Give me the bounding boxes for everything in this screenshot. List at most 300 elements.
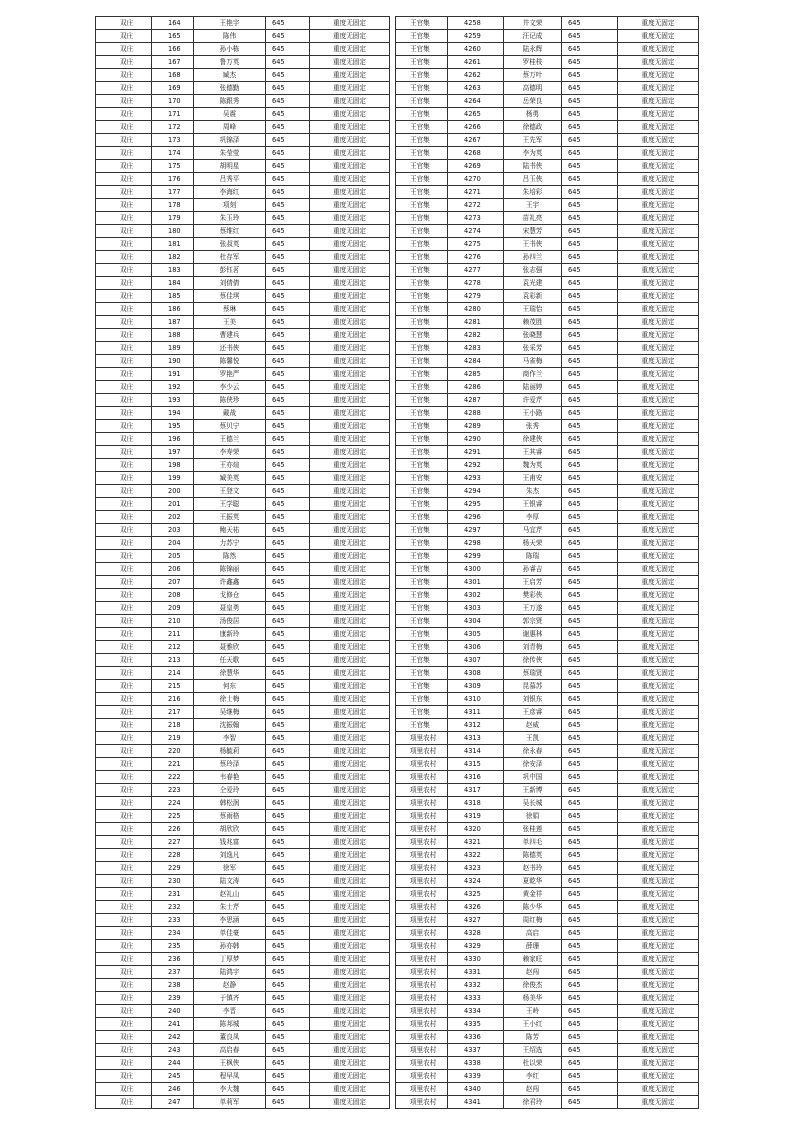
amount-cell: 645: [266, 589, 310, 602]
amount-cell: 645: [266, 199, 310, 212]
amount-cell: 645: [266, 420, 310, 433]
amount-cell: 645: [562, 719, 618, 732]
serial-number-cell: 4321: [448, 836, 504, 849]
serial-number-cell: 4262: [448, 69, 504, 82]
table-row: [396, 1083, 699, 1096]
serial-number-cell: 4303: [448, 602, 504, 615]
amount-cell: 645: [266, 82, 310, 95]
name-cell: 赵书玲: [504, 862, 562, 875]
table-row: [396, 914, 699, 927]
serial-number-cell: 211: [152, 628, 194, 641]
serial-number-cell: 212: [152, 641, 194, 654]
amount-cell: 645: [562, 69, 618, 82]
category-cell: 重度无固定: [618, 108, 699, 121]
village-cell: 双庄: [96, 914, 152, 927]
name-cell: 樊彩侠: [504, 589, 562, 602]
name-cell: 韩松润: [194, 797, 266, 810]
category-cell: 重度无固定: [618, 550, 699, 563]
serial-number-cell: 4295: [448, 498, 504, 511]
serial-number-cell: 174: [152, 147, 194, 160]
name-cell: 高德明: [504, 82, 562, 95]
category-cell: 重度无固定: [310, 550, 390, 563]
category-cell: 重度无固定: [618, 342, 699, 355]
serial-number-cell: 173: [152, 134, 194, 147]
table-row: [396, 173, 699, 186]
amount-cell: 645: [562, 30, 618, 43]
name-cell: 苗礼亮: [504, 212, 562, 225]
name-cell: 王岭: [504, 1005, 562, 1018]
serial-number-cell: 200: [152, 485, 194, 498]
table-row: [96, 290, 390, 303]
table-row: [396, 667, 699, 680]
village-cell: 双庄: [96, 745, 152, 758]
table-row: [396, 550, 699, 563]
amount-cell: 645: [266, 511, 310, 524]
village-cell: 项里农村: [396, 1005, 448, 1018]
table-row: [396, 966, 699, 979]
name-cell: 蔡雨格: [194, 810, 266, 823]
amount-cell: 645: [562, 628, 618, 641]
category-cell: 重度无固定: [310, 680, 390, 693]
category-cell: 重度无固定: [618, 589, 699, 602]
amount-cell: 645: [266, 121, 310, 134]
amount-cell: 645: [266, 43, 310, 56]
village-cell: 双庄: [96, 303, 152, 316]
table-row: [96, 498, 390, 511]
category-cell: 重度无固定: [310, 342, 390, 355]
village-cell: 项里农村: [396, 966, 448, 979]
table-row: [96, 30, 390, 43]
name-cell: 力苏宁: [194, 537, 266, 550]
serial-number-cell: 182: [152, 251, 194, 264]
serial-number-cell: 204: [152, 537, 194, 550]
name-cell: 陈锦丽: [194, 563, 266, 576]
table-row: [96, 667, 390, 680]
table-row: [96, 1070, 390, 1083]
village-cell: 双庄: [96, 82, 152, 95]
category-cell: 重度无固定: [310, 836, 390, 849]
category-cell: 重度无固定: [310, 290, 390, 303]
category-cell: 重度无固定: [618, 472, 699, 485]
category-cell: 重度无固定: [618, 992, 699, 1005]
amount-cell: 645: [562, 1031, 618, 1044]
name-cell: 蔡瑞贤: [504, 667, 562, 680]
name-cell: 罗桂枝: [504, 56, 562, 69]
amount-cell: 645: [562, 225, 618, 238]
amount-cell: 645: [562, 654, 618, 667]
village-cell: 王官集: [396, 407, 448, 420]
village-cell: 王官集: [396, 225, 448, 238]
category-cell: 重度无固定: [310, 693, 390, 706]
amount-cell: 645: [562, 108, 618, 121]
serial-number-cell: 171: [152, 108, 194, 121]
table-row: [396, 888, 699, 901]
village-cell: 王官集: [396, 589, 448, 602]
table-row: [96, 1005, 390, 1018]
serial-number-cell: 208: [152, 589, 194, 602]
village-cell: 项里农村: [396, 1018, 448, 1031]
village-cell: 双庄: [96, 758, 152, 771]
name-cell: 郭宗贤: [504, 615, 562, 628]
name-cell: 陆丽婷: [504, 381, 562, 394]
category-cell: 重度无固定: [618, 602, 699, 615]
category-cell: 重度无固定: [618, 316, 699, 329]
table-row: [396, 316, 699, 329]
category-cell: 重度无固定: [310, 1018, 390, 1031]
category-cell: 重度无固定: [618, 355, 699, 368]
table-row: [396, 641, 699, 654]
name-cell: 康新玲: [194, 628, 266, 641]
serial-number-cell: 243: [152, 1044, 194, 1057]
table-row: [96, 979, 390, 992]
name-cell: 胡欣欣: [194, 823, 266, 836]
right-table: [395, 16, 699, 1109]
amount-cell: 645: [266, 134, 310, 147]
category-cell: 重度无固定: [618, 82, 699, 95]
amount-cell: 645: [266, 160, 310, 173]
name-cell: 马宜芹: [504, 524, 562, 537]
table-row: [96, 615, 390, 628]
village-cell: 王官集: [396, 290, 448, 303]
village-cell: 王官集: [396, 95, 448, 108]
category-cell: 重度无固定: [618, 238, 699, 251]
table-row: [96, 680, 390, 693]
name-cell: 商作兰: [504, 368, 562, 381]
village-cell: 双庄: [96, 641, 152, 654]
table-row: [96, 914, 390, 927]
table-row: [96, 810, 390, 823]
serial-number-cell: 165: [152, 30, 194, 43]
category-cell: 重度无固定: [310, 784, 390, 797]
category-cell: 重度无固定: [310, 30, 390, 43]
amount-cell: 645: [266, 628, 310, 641]
category-cell: 重度无固定: [618, 1096, 699, 1109]
serial-number-cell: 168: [152, 69, 194, 82]
category-cell: 重度无固定: [310, 1057, 390, 1070]
category-cell: 重度无固定: [310, 1070, 390, 1083]
category-cell: 重度无固定: [618, 615, 699, 628]
serial-number-cell: 4273: [448, 212, 504, 225]
table-row: [396, 472, 699, 485]
category-cell: 重度无固定: [310, 641, 390, 654]
amount-cell: 645: [562, 134, 618, 147]
serial-number-cell: 191: [152, 368, 194, 381]
name-cell: 陈侠珍: [194, 394, 266, 407]
table-row: [396, 199, 699, 212]
village-cell: 双庄: [96, 160, 152, 173]
village-cell: 双庄: [96, 342, 152, 355]
amount-cell: 645: [266, 836, 310, 849]
category-cell: 重度无固定: [618, 498, 699, 511]
category-cell: 重度无固定: [618, 771, 699, 784]
village-cell: 项里农村: [396, 901, 448, 914]
village-cell: 双庄: [96, 680, 152, 693]
category-cell: 重度无固定: [310, 628, 390, 641]
village-cell: 项里农村: [396, 732, 448, 745]
category-cell: 重度无固定: [618, 1031, 699, 1044]
name-cell: 赖茂胜: [504, 316, 562, 329]
serial-number-cell: 4279: [448, 290, 504, 303]
name-cell: 王登文: [194, 485, 266, 498]
name-cell: 王银睿: [504, 498, 562, 511]
amount-cell: 645: [266, 355, 310, 368]
name-cell: 陈邦城: [194, 1018, 266, 1031]
serial-number-cell: 192: [152, 381, 194, 394]
name-cell: 杨天荣: [504, 537, 562, 550]
name-cell: 李红: [504, 1070, 562, 1083]
serial-number-cell: 4266: [448, 121, 504, 134]
amount-cell: 645: [266, 901, 310, 914]
amount-cell: 645: [266, 69, 310, 82]
table-row: [396, 1018, 699, 1031]
category-cell: 重度无固定: [310, 433, 390, 446]
category-cell: 重度无固定: [618, 641, 699, 654]
amount-cell: 645: [266, 602, 310, 615]
serial-number-cell: 4333: [448, 992, 504, 1005]
table-row: [396, 992, 699, 1005]
amount-cell: 645: [266, 537, 310, 550]
village-cell: 双庄: [96, 446, 152, 459]
name-cell: 吴震: [194, 108, 266, 121]
table-row: [96, 407, 390, 420]
serial-number-cell: 186: [152, 303, 194, 316]
village-cell: 王官集: [396, 368, 448, 381]
table-row: [396, 225, 699, 238]
table-row: [396, 836, 699, 849]
name-cell: 张秀: [504, 420, 562, 433]
name-cell: 朱玉玲: [194, 212, 266, 225]
serial-number-cell: 4276: [448, 251, 504, 264]
name-cell: 李寿荣: [194, 446, 266, 459]
name-cell: 徐德政: [504, 121, 562, 134]
village-cell: 双庄: [96, 498, 152, 511]
table-row: [396, 1031, 699, 1044]
serial-number-cell: 197: [152, 446, 194, 459]
serial-number-cell: 221: [152, 758, 194, 771]
village-cell: 双庄: [96, 888, 152, 901]
village-cell: 王官集: [396, 394, 448, 407]
serial-number-cell: 245: [152, 1070, 194, 1083]
serial-number-cell: 4283: [448, 342, 504, 355]
village-cell: 王官集: [396, 485, 448, 498]
category-cell: 重度无固定: [310, 264, 390, 277]
table-row: [396, 459, 699, 472]
amount-cell: 645: [562, 524, 618, 537]
village-cell: 双庄: [96, 225, 152, 238]
village-cell: 双庄: [96, 134, 152, 147]
amount-cell: 645: [266, 1096, 310, 1109]
category-cell: 重度无固定: [618, 1057, 699, 1070]
table-row: [396, 147, 699, 160]
village-cell: 双庄: [96, 836, 152, 849]
village-cell: 项里农村: [396, 953, 448, 966]
amount-cell: 645: [266, 1044, 310, 1057]
village-cell: 双庄: [96, 355, 152, 368]
serial-number-cell: 4280: [448, 303, 504, 316]
serial-number-cell: 222: [152, 771, 194, 784]
village-cell: 王官集: [396, 615, 448, 628]
serial-number-cell: 188: [152, 329, 194, 342]
village-cell: 双庄: [96, 966, 152, 979]
amount-cell: 645: [562, 901, 618, 914]
amount-cell: 645: [266, 368, 310, 381]
table-row: [396, 355, 699, 368]
serial-number-cell: 218: [152, 719, 194, 732]
table-row: [396, 420, 699, 433]
village-cell: 双庄: [96, 56, 152, 69]
table-row: [96, 459, 390, 472]
amount-cell: 645: [562, 329, 618, 342]
name-cell: 吴长城: [504, 797, 562, 810]
name-cell: 周峰: [194, 121, 266, 134]
name-cell: 孙亦韩: [194, 940, 266, 953]
name-cell: 朱杰: [504, 485, 562, 498]
serial-number-cell: 4281: [448, 316, 504, 329]
serial-number-cell: 4317: [448, 784, 504, 797]
serial-number-cell: 4310: [448, 693, 504, 706]
amount-cell: 645: [562, 290, 618, 303]
category-cell: 重度无固定: [618, 95, 699, 108]
amount-cell: 645: [266, 888, 310, 901]
name-cell: 李为英: [504, 147, 562, 160]
amount-cell: 645: [562, 485, 618, 498]
name-cell: 孙小栋: [194, 43, 266, 56]
category-cell: 重度无固定: [310, 95, 390, 108]
amount-cell: 645: [562, 641, 618, 654]
serial-number-cell: 227: [152, 836, 194, 849]
village-cell: 双庄: [96, 43, 152, 56]
table-row: [96, 316, 390, 329]
name-cell: 单莉军: [194, 1096, 266, 1109]
category-cell: 重度无固定: [310, 745, 390, 758]
category-cell: 重度无固定: [618, 875, 699, 888]
name-cell: 李思涵: [194, 914, 266, 927]
table-row: [396, 498, 699, 511]
category-cell: 重度无固定: [310, 940, 390, 953]
amount-cell: 645: [266, 264, 310, 277]
category-cell: 重度无固定: [310, 17, 390, 30]
amount-cell: 645: [266, 641, 310, 654]
amount-cell: 645: [562, 511, 618, 524]
serial-number-cell: 232: [152, 901, 194, 914]
serial-number-cell: 216: [152, 693, 194, 706]
serial-number-cell: 4289: [448, 420, 504, 433]
table-row: [96, 1018, 390, 1031]
serial-number-cell: 217: [152, 706, 194, 719]
category-cell: 重度无固定: [618, 784, 699, 797]
village-cell: 王官集: [396, 524, 448, 537]
table-row: [96, 17, 390, 30]
table-row: [396, 654, 699, 667]
village-cell: 双庄: [96, 251, 152, 264]
name-cell: 许爱芹: [504, 394, 562, 407]
village-cell: 王官集: [396, 186, 448, 199]
amount-cell: 645: [562, 797, 618, 810]
amount-cell: 645: [562, 693, 618, 706]
name-cell: 徐传侠: [504, 654, 562, 667]
serial-number-cell: 185: [152, 290, 194, 303]
amount-cell: 645: [562, 1005, 618, 1018]
village-cell: 王官集: [396, 316, 448, 329]
serial-number-cell: 4304: [448, 615, 504, 628]
village-cell: 双庄: [96, 576, 152, 589]
category-cell: 重度无固定: [618, 69, 699, 82]
amount-cell: 645: [266, 1031, 310, 1044]
table-row: [396, 290, 699, 303]
category-cell: 重度无固定: [310, 732, 390, 745]
table-row: [396, 407, 699, 420]
village-cell: 双庄: [96, 212, 152, 225]
table-row: [96, 654, 390, 667]
name-cell: 王枫侠: [194, 1057, 266, 1070]
table-row: [96, 121, 390, 134]
category-cell: 重度无固定: [618, 628, 699, 641]
name-cell: 陆鸿宇: [194, 966, 266, 979]
serial-number-cell: 231: [152, 888, 194, 901]
village-cell: 双庄: [96, 186, 152, 199]
serial-number-cell: 214: [152, 667, 194, 680]
category-cell: 重度无固定: [310, 173, 390, 186]
table-row: [396, 771, 699, 784]
name-cell: 许鑫鑫: [194, 576, 266, 589]
table-row: [396, 901, 699, 914]
village-cell: 项里农村: [396, 992, 448, 1005]
name-cell: 王宇: [504, 199, 562, 212]
serial-number-cell: 4277: [448, 264, 504, 277]
amount-cell: 645: [266, 303, 310, 316]
category-cell: 重度无固定: [310, 537, 390, 550]
table-row: [396, 524, 699, 537]
amount-cell: 645: [266, 472, 310, 485]
name-cell: 王小红: [504, 1018, 562, 1031]
category-cell: 重度无固定: [618, 420, 699, 433]
table-row: [396, 82, 699, 95]
name-cell: 李智: [194, 732, 266, 745]
category-cell: 重度无固定: [618, 485, 699, 498]
amount-cell: 645: [266, 966, 310, 979]
serial-number-cell: 225: [152, 810, 194, 823]
table-row: [96, 173, 390, 186]
category-cell: 重度无固定: [310, 602, 390, 615]
serial-number-cell: 193: [152, 394, 194, 407]
name-cell: 黄金祥: [504, 888, 562, 901]
table-row: [96, 446, 390, 459]
village-cell: 王官集: [396, 329, 448, 342]
serial-number-cell: 244: [152, 1057, 194, 1070]
serial-number-cell: 4260: [448, 43, 504, 56]
table-row: [396, 511, 699, 524]
village-cell: 双庄: [96, 771, 152, 784]
name-cell: 王先军: [504, 134, 562, 147]
table-row: [96, 56, 390, 69]
category-cell: 重度无固定: [618, 368, 699, 381]
table-row: [96, 342, 390, 355]
table-row: [96, 771, 390, 784]
amount-cell: 645: [562, 823, 618, 836]
serial-number-cell: 223: [152, 784, 194, 797]
village-cell: 双庄: [96, 628, 152, 641]
name-cell: 刘倩倩: [194, 277, 266, 290]
name-cell: 谢惠林: [504, 628, 562, 641]
village-cell: 王官集: [396, 381, 448, 394]
amount-cell: 645: [562, 979, 618, 992]
serial-number-cell: 4316: [448, 771, 504, 784]
name-cell: 徐军: [194, 862, 266, 875]
category-cell: 重度无固定: [310, 251, 390, 264]
name-cell: 赵闯: [504, 966, 562, 979]
table-row: [96, 264, 390, 277]
amount-cell: 645: [266, 563, 310, 576]
